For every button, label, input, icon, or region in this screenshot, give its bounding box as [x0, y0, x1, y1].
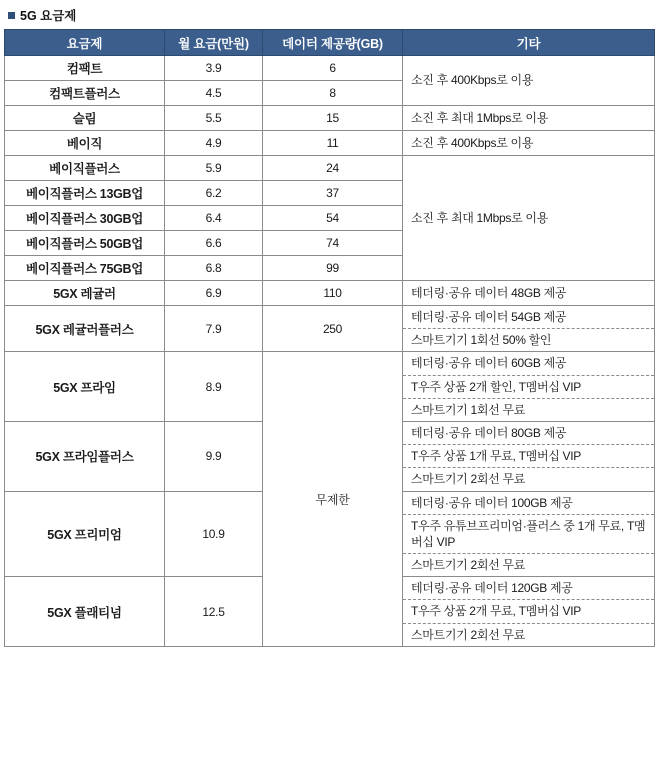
- cell-plan: 베이직플러스 13GB업: [5, 181, 165, 206]
- cell-fee: 5.9: [165, 156, 263, 181]
- cell-etc: 테더링·공유 데이터 120GB 제공: [403, 577, 655, 600]
- cell-plan: 컴팩트플러스: [5, 81, 165, 106]
- cell-etc: 스마트기기 2회선 무료: [403, 623, 655, 646]
- cell-data: 24: [263, 156, 403, 181]
- column-header-data: 데이터 제공량(GB): [263, 30, 403, 56]
- cell-fee: 12.5: [165, 577, 263, 647]
- plan-table: [4, 29, 655, 647]
- table-row: [5, 281, 655, 306]
- cell-etc: 테더링·공유 데이터 60GB 제공: [403, 352, 655, 375]
- cell-plan: 5GX 레귤러: [5, 281, 165, 306]
- cell-etc: 테더링·공유 데이터 100GB 제공: [403, 491, 655, 514]
- cell-plan: 5GX 프리미엄: [5, 491, 165, 577]
- cell-fee: 6.4: [165, 206, 263, 231]
- cell-etc: 스마트기기 2회선 무료: [403, 468, 655, 491]
- cell-plan: 슬림: [5, 106, 165, 131]
- cell-etc: 스마트기기 1회선 무료: [403, 398, 655, 421]
- cell-plan: 5GX 레귤러플러스: [5, 306, 165, 352]
- cell-plan: 베이직: [5, 131, 165, 156]
- cell-fee: 5.5: [165, 106, 263, 131]
- cell-etc: 소진 후 최대 1Mbps로 이용: [403, 106, 655, 131]
- table-header-row: [5, 30, 655, 56]
- cell-etc: T우주 상품 2개 할인, T멤버십 VIP: [403, 375, 655, 398]
- cell-fee: 8.9: [165, 352, 263, 422]
- cell-etc-merged: 소진 후 최대 1Mbps로 이용: [403, 156, 655, 281]
- cell-fee: 6.6: [165, 231, 263, 256]
- cell-plan: 베이직플러스: [5, 156, 165, 181]
- cell-etc: 스마트기기 2회선 무료: [403, 554, 655, 577]
- cell-plan: 베이직플러스 30GB업: [5, 206, 165, 231]
- column-header-etc: 기타: [403, 30, 655, 56]
- cell-plan: 5GX 프라임: [5, 352, 165, 422]
- cell-data: 74: [263, 231, 403, 256]
- cell-fee: 10.9: [165, 491, 263, 577]
- cell-fee: 7.9: [165, 306, 263, 352]
- cell-etc: T우주 상품 2개 무료, T멤버십 VIP: [403, 600, 655, 623]
- cell-etc: T우주 유튜브프리미엄·플러스 중 1개 무료, T멤버십 VIP: [403, 514, 655, 553]
- table-row: [5, 56, 655, 81]
- cell-plan: 5GX 프라임플러스: [5, 421, 165, 491]
- column-header-fee: 월 요금(만원): [165, 30, 263, 56]
- cell-data: 54: [263, 206, 403, 231]
- table-row: [5, 352, 655, 375]
- cell-fee: 3.9: [165, 56, 263, 81]
- cell-etc-merged: 소진 후 400Kbps로 이용: [403, 56, 655, 106]
- cell-data: 99: [263, 256, 403, 281]
- table-row: [5, 131, 655, 156]
- cell-data: 37: [263, 181, 403, 206]
- cell-data: 8: [263, 81, 403, 106]
- cell-plan: 5GX 플래티넘: [5, 577, 165, 647]
- cell-fee: 9.9: [165, 421, 263, 491]
- bullet-icon: [8, 12, 15, 19]
- page-title: 5G 요금제: [20, 9, 77, 23]
- cell-fee: 6.9: [165, 281, 263, 306]
- cell-fee: 6.8: [165, 256, 263, 281]
- cell-etc: 테더링·공유 데이터 48GB 제공: [403, 281, 655, 306]
- cell-data: 15: [263, 106, 403, 131]
- cell-plan: 베이직플러스 50GB업: [5, 231, 165, 256]
- cell-plan: 컴팩트: [5, 56, 165, 81]
- cell-data: 11: [263, 131, 403, 156]
- cell-etc: T우주 상품 1개 무료, T멤버십 VIP: [403, 445, 655, 468]
- cell-data: 6: [263, 56, 403, 81]
- table-row: [5, 306, 655, 329]
- cell-data: 250: [263, 306, 403, 352]
- cell-data: 110: [263, 281, 403, 306]
- cell-fee: 4.5: [165, 81, 263, 106]
- cell-plan: 베이직플러스 75GB업: [5, 256, 165, 281]
- cell-fee: 6.2: [165, 181, 263, 206]
- cell-data-unlimited: 무제한: [263, 352, 403, 646]
- cell-etc: 스마트기기 1회선 50% 할인: [403, 329, 655, 352]
- figure-title: [0, 0, 658, 29]
- table-row: [5, 106, 655, 131]
- cell-etc: 소진 후 400Kbps로 이용: [403, 131, 655, 156]
- cell-etc: 테더링·공유 데이터 54GB 제공: [403, 306, 655, 329]
- cell-etc: 테더링·공유 데이터 80GB 제공: [403, 421, 655, 444]
- cell-fee: 4.9: [165, 131, 263, 156]
- table-row: [5, 156, 655, 181]
- column-header-plan: 요금제: [5, 30, 165, 56]
